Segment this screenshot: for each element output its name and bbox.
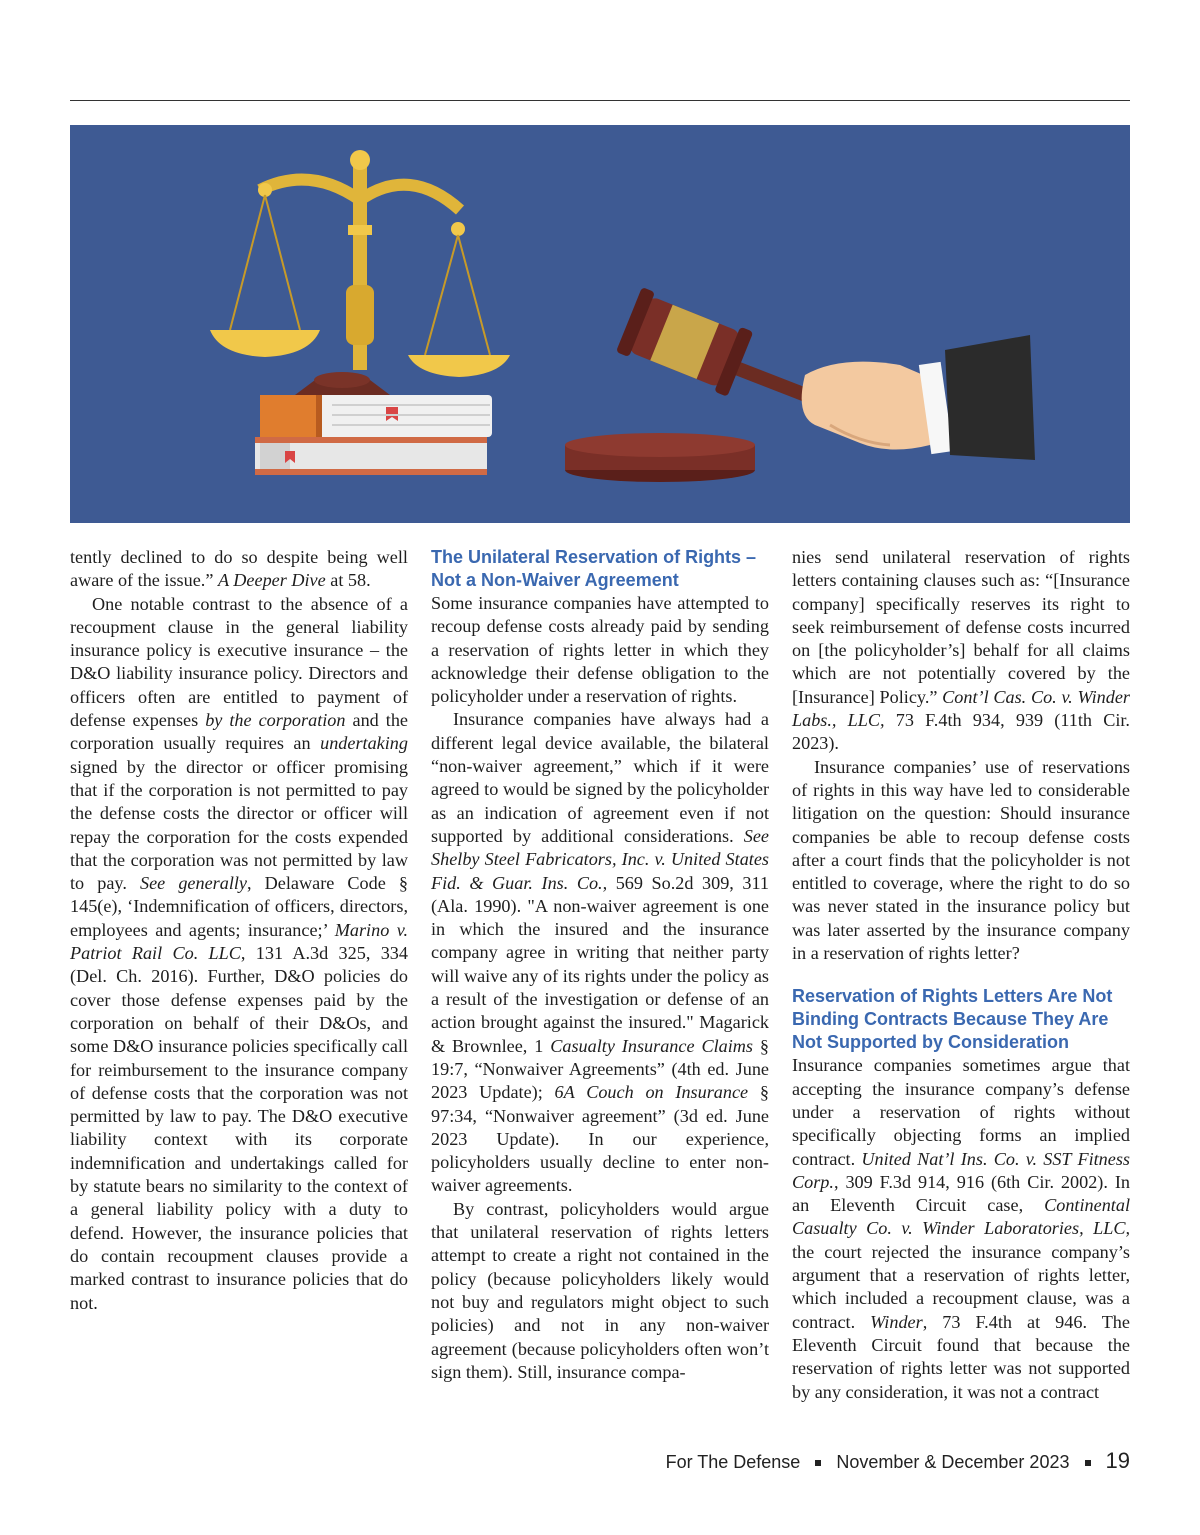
issue-date: November & December 2023 [836, 1452, 1070, 1472]
text-run: § 19:7, “Nonwaiver Agreements” (4th ed. June 2023 Update); [431, 1035, 770, 1103]
paragraph [792, 756, 1130, 966]
paragraph [792, 1054, 1130, 1403]
page-number: 19 [1105, 1448, 1130, 1473]
text-run: , Delaware Code § 145(e), ‘Indemnification of officers, directors, employees and agents; insurance;’ [70, 873, 409, 940]
italic-citation: Winder [870, 1311, 923, 1332]
publication-name: For The Defense [665, 1452, 801, 1472]
text-run: One notable contrast to the absence of a recoupment clause in the general liability insurance policy is executive insurance – the D&O liability insurance policy. Directors and officers often are entitled to payment of defense expenses [70, 593, 408, 731]
section-heading: The Unilateral Reservation of Rights – Not a Non-Waiver Agreement [431, 547, 757, 590]
italic-citation: United Nat’l Ins. Co. v. SST Fitness Corp. [792, 1148, 1130, 1192]
separator-bullet [1085, 1460, 1091, 1466]
text-run: , 309 F.3d 914, 916 (6th Cir. 2002). In an Eleventh Circuit case, [792, 1171, 1130, 1216]
text-column-2 [431, 546, 769, 1384]
italic-citation: 6A Couch on Insurance [554, 1082, 749, 1103]
text-column-3 [792, 546, 1130, 1404]
text-run: Some insurance companies have attempted to recoup defense costs already paid by sending a reservation of rights letter in which they acknowledge their defense obligation to the policyholder under a reservation of rights. [431, 593, 769, 707]
italic-citation: by the corporation [205, 710, 346, 731]
italic-citation: Continental Casualty Co. v. Winder Laboratories, LLC, [792, 1195, 1130, 1239]
text-run: § 97:34, “Nonwaiver agreement” (3d ed. June 2023 Update). In our experience, policyholders usually decline to enter non-waiver agreements. [431, 1082, 770, 1196]
paragraph [70, 546, 408, 593]
top-rule [70, 100, 1130, 101]
paragraph [431, 1198, 769, 1384]
text-run: 73 F.4th 934, 939 (11th Cir. 2023). [792, 710, 1130, 754]
paragraph [70, 593, 408, 1315]
text-run: signed by the director or officer promising that if the corporation is not permitted to pay the defense costs the director or officer will repay the corporation for the costs expended that the corporation was not permitted by law to pay. [70, 756, 408, 894]
text-column-1 [70, 546, 408, 1315]
italic-citation: See generally [139, 873, 248, 894]
text-run: Insurance companies’ use of reservations of rights in this way have led to considerable litigation on the question: Should insurance companies be able to recoup defense costs after a court finds that the policyholder is not entitled to coverage, where the right to do so was never stated in the insurance policy but was later asserted by the insurance company in a reservation of rights letter? [792, 756, 1130, 964]
text-run: , 73 F.4th at 946. The Eleventh Circuit found that because the reservation of rights letter was not supported by any consideration, it was not a contract [792, 1311, 1130, 1402]
books-icon [255, 395, 492, 475]
italic-citation: See Shelby Steel Fabricators, Inc. v. United States Fid. & Guar. Ins. Co., [431, 825, 769, 893]
italic-citation: A Deeper Dive [217, 570, 326, 591]
header-illustration [70, 125, 1130, 523]
italic-citation: Cont’l Cas. Co. v. Winder Labs., LLC, [792, 686, 1130, 731]
page-footer [70, 1448, 1130, 1474]
sound-block-icon [565, 433, 755, 482]
separator-bullet [815, 1460, 821, 1466]
text-run: Insurance companies have always had a different legal device available, the bilateral “non-waiver agreement,” which if it were agreed to would be signed by the policyholder as an indication of agreement even if not supported by additional considerations. [431, 709, 769, 846]
text-run: at 58. [325, 570, 371, 591]
text-run: tently declined to do so despite being well aware of the issue.” [70, 547, 408, 591]
illustration-svg [70, 125, 1130, 523]
paragraph [431, 592, 769, 708]
italic-citation: Casualty Insurance Claims [550, 1035, 753, 1056]
text-run: Insurance companies sometimes argue that accepting the insurance company’s defense under a reservation of rights without specifically objecting forms an implied contract. [792, 1055, 1130, 1169]
text-run: and the corporation usually requires an [70, 710, 408, 754]
text-run: 569 So.2d 309, 311 (Ala. 1990). "A non-waiver agreement is one in which the insured and the insurance company agree in writing that neither party will waive any of its rights under the policy as a result of the investigation or defense of an action brought against the insured." Magarick & Brownlee, 1 [431, 872, 769, 1056]
italic-citation: Marino v. Patriot Rail Co. LLC [70, 919, 408, 964]
italic-citation: undertaking [320, 733, 408, 754]
paragraph [792, 546, 1130, 756]
text-run: By contrast, policyholders would argue that unilateral reservation of rights letters attempt to create a right not contained in the policy (because policyholders likely would not buy and regulators might object to such policies) and not in any non-waiver agreement (because policyholders often won’t sign them). Still, insurance compa- [431, 1198, 769, 1382]
section-heading: Reservation of Rights Letters Are Not Binding Contracts Because They Are Not Supported by Consideration [792, 986, 1113, 1053]
text-run: nies send unilateral reservation of rights letters containing clauses such as: “[Insurance company] specifically reserves its right to seek reimbursement of defense costs incurred on [the policyholder’s] behalf for all claims which are not potentially covered by the [Insurance] Policy.” [792, 547, 1130, 707]
text-run: the court rejected the insurance company’s argument that a reservation of rights letter, which included a recoupment clause, was a contract. [792, 1241, 1130, 1332]
text-run: , 131 A.3d 325, 334 (Del. Ch. 2016). Further, D&O policies do cover those defense expenses paid by the corporation on behalf of their D&Os, and some D&O insurance policies specifically call for reimbursement to the insurance company of defense costs that the corporation was not permitted by law to pay. The D&O executive liability context with its corporate indemnification and undertakings called for by statute bears no similarity to the context of a general liability policy with a duty to defend. However, the insurance policies that do contain recoupment clauses provide a marked contrast to insurance policies that do not. [70, 943, 408, 1313]
paragraph [431, 708, 769, 1197]
